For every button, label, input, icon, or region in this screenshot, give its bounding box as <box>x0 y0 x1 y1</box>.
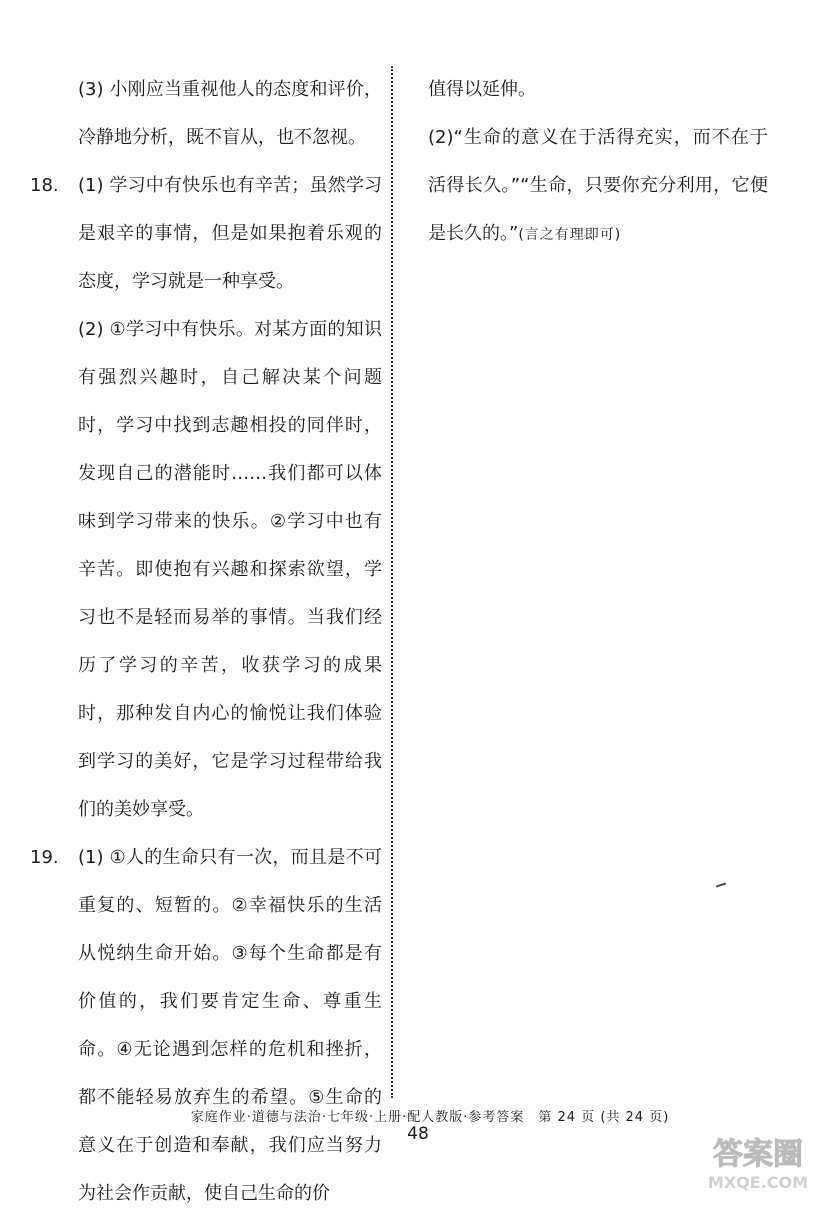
answer-17-3: (3) 小刚应当重视他人的态度和评价，冷静地分析，既不盲从，也不忽视。 <box>78 79 382 148</box>
page-number: 48 <box>407 1124 429 1144</box>
column-divider <box>391 66 393 1098</box>
left-column <box>30 66 382 1218</box>
answer-19-2: (2)“生命的意义在于活得充实，而不在于活得长久。”“生命，只要你充分利用，它便是长久的。”(言之有理即可) <box>428 127 768 244</box>
question-18 <box>30 162 382 834</box>
right-column <box>428 66 768 259</box>
stray-mark <box>716 883 726 888</box>
question-number-19: 19. <box>30 847 59 868</box>
grading-note: (言之有理即可) <box>518 227 622 243</box>
question-19 <box>30 834 382 1218</box>
answer-18-2: (2) ①学习中有快乐。对某方面的知识有强烈兴趣时，自己解决某个问题时，学习中找到志趣相投的同伴时，发现自己的潜能时……我们都可以体味到学习带来的快乐。②学习中也有辛苦。即使抱有兴趣和探索欲望，学习也不是轻而易举的事情。当我们经历了学习的辛苦，收获学习的成果时，那种发自内心的愉悦让我们体验到学习的美好，它是学习过程带给我们的美妙享受。 <box>78 319 382 820</box>
page-footer: 家庭作业·道德与法治·七年级·上册·配人教版·参考答案 第 24 页 (共 24 页) <box>190 1110 670 1125</box>
answer-19-1-continuation: 值得以延伸。 <box>428 79 536 100</box>
answer-18-1: (1) 学习中有快乐也有辛苦；虽然学习是艰辛的事情，但是如果抱着乐观的态度，学习就是一种享受。 <box>78 175 382 292</box>
watermark-bottom: MXQE.COM <box>707 1173 809 1192</box>
question-number-18: 18. <box>30 175 59 196</box>
answer-19-1: (1) ①人的生命只有一次，而且是不可重复的、短暂的。②幸福快乐的生活从悦纳生命开始。③每个生命都是有价值的，我们要肯定生命、尊重生命。④无论遇到怎样的危机和挫折，都不能轻易放弃生的希望。⑤生命的意义在于创造和奉献，我们应当努力为社会作贡献，使自己生命的价 <box>78 847 382 1204</box>
watermark-top: 答案圈 <box>713 1137 803 1172</box>
watermark-logo <box>692 1130 824 1194</box>
